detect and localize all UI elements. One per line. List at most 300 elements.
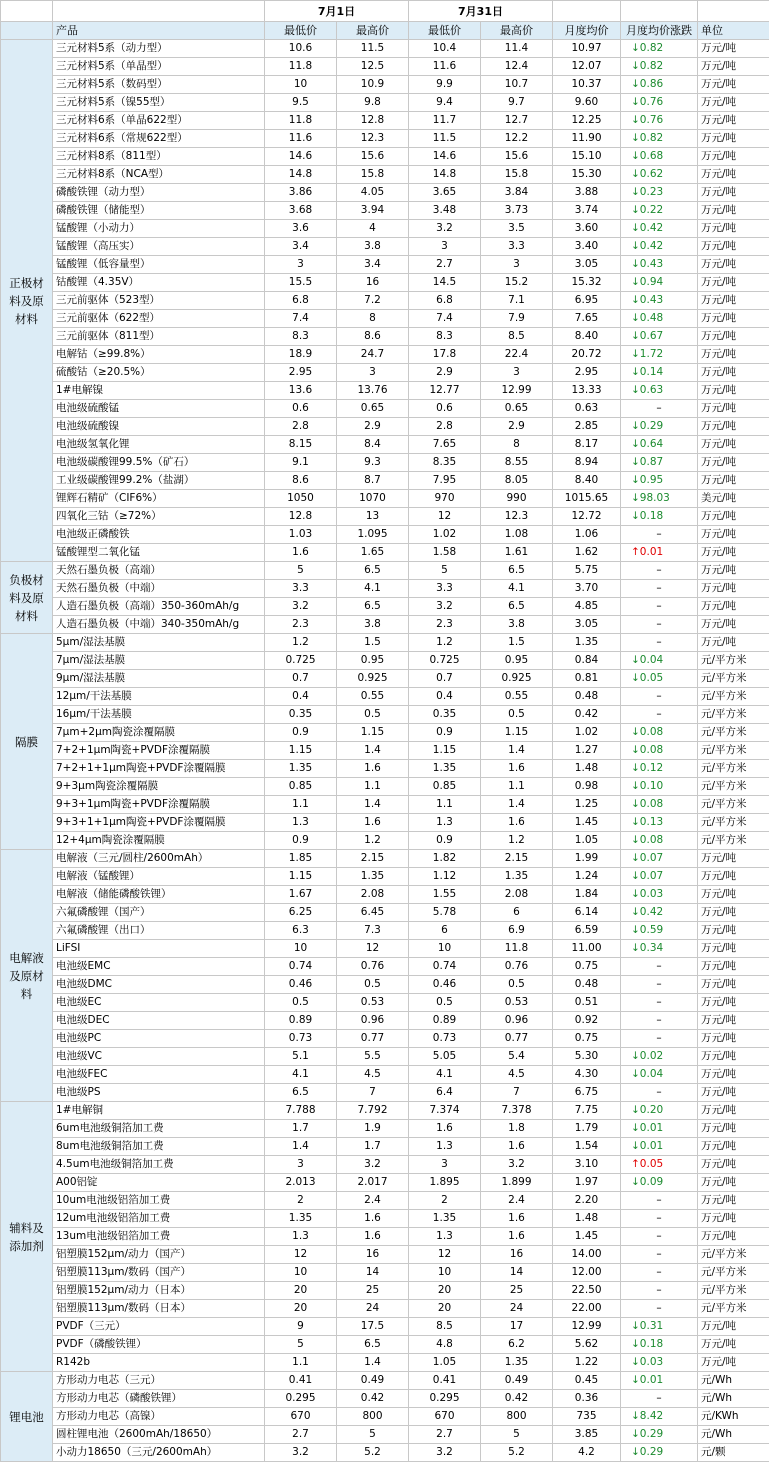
price-cell: 1.97 bbox=[553, 1174, 621, 1192]
unit-cell: 万元/吨 bbox=[698, 1012, 769, 1030]
price-cell: 8.35 bbox=[409, 454, 481, 472]
table-row bbox=[1, 202, 769, 220]
price-cell: 1.9 bbox=[337, 1120, 409, 1138]
table-row bbox=[1, 364, 769, 382]
change-cell: – bbox=[621, 400, 698, 418]
unit-cell: 万元/吨 bbox=[698, 1354, 769, 1372]
price-cell: 1.35 bbox=[409, 1210, 481, 1228]
price-cell: 2 bbox=[409, 1192, 481, 1210]
price-cell: 1.45 bbox=[553, 814, 621, 832]
price-cell: 12 bbox=[409, 1246, 481, 1264]
change-cell: ↓0.43 bbox=[621, 292, 698, 310]
change-cell: ↓0.31 bbox=[621, 1318, 698, 1336]
price-cell: 6.9 bbox=[481, 922, 553, 940]
unit-cell: 元/平方米 bbox=[698, 796, 769, 814]
change-cell: ↓0.10 bbox=[621, 778, 698, 796]
table-row bbox=[1, 418, 769, 436]
price-cell: 9.60 bbox=[553, 94, 621, 112]
price-cell: 2.7 bbox=[409, 256, 481, 274]
product-name: PVDF（磷酸铁锂） bbox=[53, 1336, 265, 1354]
price-cell: 15.2 bbox=[481, 274, 553, 292]
col-avg: 月度均价 bbox=[553, 22, 621, 40]
unit-cell: 万元/吨 bbox=[698, 454, 769, 472]
price-cell: 20 bbox=[265, 1282, 337, 1300]
change-cell: ↓0.01 bbox=[621, 1120, 698, 1138]
product-name: 三元材料5系（数码型） bbox=[53, 76, 265, 94]
table-row bbox=[1, 886, 769, 904]
unit-cell: 元/颗 bbox=[698, 1444, 769, 1462]
price-cell: 1.6 bbox=[481, 1228, 553, 1246]
price-cell: 7.65 bbox=[553, 310, 621, 328]
price-cell: 4.2 bbox=[553, 1444, 621, 1462]
price-cell: 3 bbox=[481, 256, 553, 274]
unit-cell: 元/平方米 bbox=[698, 778, 769, 796]
table-row bbox=[1, 184, 769, 202]
price-cell: 1.6 bbox=[337, 1210, 409, 1228]
price-cell: 11.8 bbox=[481, 940, 553, 958]
price-cell: 1.899 bbox=[481, 1174, 553, 1192]
price-cell: 1.03 bbox=[265, 526, 337, 544]
change-cell: ↓0.63 bbox=[621, 382, 698, 400]
price-cell: 0.7 bbox=[265, 670, 337, 688]
col-max-2: 最高价 bbox=[481, 22, 553, 40]
category-label: 正极材 料及原 材料 bbox=[1, 40, 53, 562]
price-cell: 1.62 bbox=[553, 544, 621, 562]
price-cell: 1.54 bbox=[553, 1138, 621, 1156]
date-right: 7月31日 bbox=[409, 1, 553, 22]
product-name: 电池级FEC bbox=[53, 1066, 265, 1084]
table-row bbox=[1, 1390, 769, 1408]
change-cell: ↓0.03 bbox=[621, 886, 698, 904]
price-cell: 1.095 bbox=[337, 526, 409, 544]
change-cell: ↓0.13 bbox=[621, 814, 698, 832]
product-name: 12μm/干法基膜 bbox=[53, 688, 265, 706]
price-cell: 6.14 bbox=[553, 904, 621, 922]
price-cell: 3.2 bbox=[409, 598, 481, 616]
price-cell: 14.6 bbox=[409, 148, 481, 166]
product-name: 铝塑膜113μm/数码（国产） bbox=[53, 1264, 265, 1282]
product-name: 四氧化三钴（≥72%） bbox=[53, 508, 265, 526]
price-cell: 3.6 bbox=[265, 220, 337, 238]
change-cell: ↓0.08 bbox=[621, 742, 698, 760]
unit-cell: 万元/吨 bbox=[698, 1318, 769, 1336]
unit-cell: 元/平方米 bbox=[698, 742, 769, 760]
price-cell: 13 bbox=[337, 508, 409, 526]
price-cell: 1.4 bbox=[337, 1354, 409, 1372]
change-cell: – bbox=[621, 1246, 698, 1264]
table-row bbox=[1, 1048, 769, 1066]
change-cell: – bbox=[621, 976, 698, 994]
date-left: 7月1日 bbox=[265, 1, 409, 22]
price-cell: 1.1 bbox=[481, 778, 553, 796]
table-row bbox=[1, 346, 769, 364]
table-row bbox=[1, 1336, 769, 1354]
price-cell: 0.42 bbox=[553, 706, 621, 724]
price-cell: 1.6 bbox=[481, 1138, 553, 1156]
product-name: 电池级正磷酸铁 bbox=[53, 526, 265, 544]
price-cell: 3.2 bbox=[481, 1156, 553, 1174]
price-cell: 0.76 bbox=[481, 958, 553, 976]
price-cell: 5 bbox=[337, 1426, 409, 1444]
price-cell: 2.013 bbox=[265, 1174, 337, 1192]
change-cell: – bbox=[621, 1030, 698, 1048]
price-cell: 6 bbox=[481, 904, 553, 922]
price-cell: 6.95 bbox=[553, 292, 621, 310]
price-cell: 0.48 bbox=[553, 976, 621, 994]
price-cell: 2.20 bbox=[553, 1192, 621, 1210]
price-cell: 1.85 bbox=[265, 850, 337, 868]
change-cell: ↓0.82 bbox=[621, 58, 698, 76]
table-row bbox=[1, 112, 769, 130]
price-cell: 4.1 bbox=[265, 1066, 337, 1084]
price-cell: 0.9 bbox=[265, 832, 337, 850]
change-cell: ↓0.05 bbox=[621, 670, 698, 688]
price-cell: 1.6 bbox=[481, 760, 553, 778]
unit-cell: 元/平方米 bbox=[698, 1282, 769, 1300]
change-cell: ↓0.76 bbox=[621, 112, 698, 130]
price-cell: 0.96 bbox=[481, 1012, 553, 1030]
change-cell: – bbox=[621, 706, 698, 724]
price-cell: 11.5 bbox=[409, 130, 481, 148]
price-cell: 11.8 bbox=[265, 112, 337, 130]
table-row bbox=[1, 652, 769, 670]
price-cell: 11.90 bbox=[553, 130, 621, 148]
price-cell: 0.295 bbox=[409, 1390, 481, 1408]
price-cell: 5.62 bbox=[553, 1336, 621, 1354]
product-name: PVDF（三元） bbox=[53, 1318, 265, 1336]
price-cell: 0.73 bbox=[265, 1030, 337, 1048]
price-cell: 12.7 bbox=[481, 112, 553, 130]
price-cell: 3 bbox=[409, 1156, 481, 1174]
table-row bbox=[1, 1282, 769, 1300]
price-cell: 7.2 bbox=[337, 292, 409, 310]
price-cell: 2.15 bbox=[337, 850, 409, 868]
price-cell: 3.68 bbox=[265, 202, 337, 220]
unit-cell: 元/Wh bbox=[698, 1372, 769, 1390]
change-cell: ↓0.87 bbox=[621, 454, 698, 472]
price-cell: 800 bbox=[481, 1408, 553, 1426]
price-cell: 4.1 bbox=[409, 1066, 481, 1084]
price-cell: 970 bbox=[409, 490, 481, 508]
price-cell: 1.6 bbox=[337, 760, 409, 778]
unit-cell: 万元/吨 bbox=[698, 1228, 769, 1246]
price-cell: 12.5 bbox=[337, 58, 409, 76]
table-row bbox=[1, 742, 769, 760]
product-name: 4.5um电池级铜箔加工费 bbox=[53, 1156, 265, 1174]
price-cell: 1.3 bbox=[409, 1228, 481, 1246]
price-cell: 1070 bbox=[337, 490, 409, 508]
price-cell: 0.95 bbox=[337, 652, 409, 670]
change-cell: ↓0.86 bbox=[621, 76, 698, 94]
unit-cell: 万元/吨 bbox=[698, 544, 769, 562]
price-cell: 25 bbox=[481, 1282, 553, 1300]
price-cell: 4 bbox=[337, 220, 409, 238]
price-cell: 3.84 bbox=[481, 184, 553, 202]
price-cell: 2.08 bbox=[337, 886, 409, 904]
price-cell: 2.7 bbox=[409, 1426, 481, 1444]
price-cell: 10 bbox=[265, 1264, 337, 1282]
price-cell: 6.4 bbox=[409, 1084, 481, 1102]
change-cell: ↓0.82 bbox=[621, 40, 698, 58]
product-name: 三元前驱体（523型） bbox=[53, 292, 265, 310]
table-row bbox=[1, 454, 769, 472]
change-cell: ↓0.43 bbox=[621, 256, 698, 274]
price-cell: 1.4 bbox=[481, 742, 553, 760]
price-cell: 4.1 bbox=[337, 580, 409, 598]
price-cell: 9.7 bbox=[481, 94, 553, 112]
price-cell: 1.8 bbox=[481, 1120, 553, 1138]
price-cell: 12.4 bbox=[481, 58, 553, 76]
price-cell: 1.15 bbox=[481, 724, 553, 742]
change-cell: – bbox=[621, 1210, 698, 1228]
product-name: 天然石墨负极（高端） bbox=[53, 562, 265, 580]
price-cell: 11.8 bbox=[265, 58, 337, 76]
price-cell: 1.6 bbox=[481, 1210, 553, 1228]
price-cell: 3.4 bbox=[265, 238, 337, 256]
product-name: 1#电解镍 bbox=[53, 382, 265, 400]
table-row bbox=[1, 1120, 769, 1138]
table-row bbox=[1, 850, 769, 868]
price-cell: 1.15 bbox=[265, 868, 337, 886]
price-cell: 1.35 bbox=[265, 1210, 337, 1228]
price-cell: 16 bbox=[337, 1246, 409, 1264]
price-cell: 0.84 bbox=[553, 652, 621, 670]
price-cell: 3 bbox=[481, 364, 553, 382]
price-cell: 5.1 bbox=[265, 1048, 337, 1066]
price-cell: 7.9 bbox=[481, 310, 553, 328]
product-name: 三元材料8系（NCA型） bbox=[53, 166, 265, 184]
price-cell: 1.24 bbox=[553, 868, 621, 886]
change-cell: ↓0.09 bbox=[621, 1174, 698, 1192]
unit-cell: 元/平方米 bbox=[698, 1246, 769, 1264]
change-cell: ↓0.02 bbox=[621, 1048, 698, 1066]
price-cell: 4.5 bbox=[337, 1066, 409, 1084]
price-cell: 1.2 bbox=[337, 832, 409, 850]
price-cell: 8.40 bbox=[553, 472, 621, 490]
price-cell: 5.2 bbox=[337, 1444, 409, 1462]
unit-cell: 万元/吨 bbox=[698, 598, 769, 616]
price-cell: 1.35 bbox=[481, 1354, 553, 1372]
category-label: 电解液 及原材 料 bbox=[1, 850, 53, 1102]
price-cell: 1.35 bbox=[409, 760, 481, 778]
table-row bbox=[1, 670, 769, 688]
price-cell: 4.5 bbox=[481, 1066, 553, 1084]
price-cell: 10.4 bbox=[409, 40, 481, 58]
price-cell: 3.05 bbox=[553, 256, 621, 274]
unit-cell: 元/平方米 bbox=[698, 652, 769, 670]
product-name: 方形动力电芯（磷酸铁锂） bbox=[53, 1390, 265, 1408]
change-cell: – bbox=[621, 634, 698, 652]
change-cell: ↓0.01 bbox=[621, 1372, 698, 1390]
table-row bbox=[1, 238, 769, 256]
table-row bbox=[1, 256, 769, 274]
product-name: 电池级硫酸锰 bbox=[53, 400, 265, 418]
price-cell: 2.95 bbox=[265, 364, 337, 382]
change-cell: – bbox=[621, 598, 698, 616]
change-cell: – bbox=[621, 1012, 698, 1030]
price-cell: 1.08 bbox=[481, 526, 553, 544]
price-cell: 12.99 bbox=[481, 382, 553, 400]
price-cell: 1.6 bbox=[337, 1228, 409, 1246]
table-row bbox=[1, 778, 769, 796]
price-cell: 1.15 bbox=[337, 724, 409, 742]
price-cell: 3.40 bbox=[553, 238, 621, 256]
price-cell: 11.4 bbox=[481, 40, 553, 58]
price-cell: 0.36 bbox=[553, 1390, 621, 1408]
product-name: 六氟磷酸锂（出口） bbox=[53, 922, 265, 940]
price-cell: 5.4 bbox=[481, 1048, 553, 1066]
unit-cell: 万元/吨 bbox=[698, 850, 769, 868]
price-cell: 2.7 bbox=[265, 1426, 337, 1444]
product-name: 铝塑膜113μm/数码（日本） bbox=[53, 1300, 265, 1318]
price-cell: 10 bbox=[409, 1264, 481, 1282]
price-cell: 1.3 bbox=[265, 1228, 337, 1246]
price-cell: 1.7 bbox=[337, 1138, 409, 1156]
unit-cell: 万元/吨 bbox=[698, 58, 769, 76]
category-label: 负极材 料及原 材料 bbox=[1, 562, 53, 634]
table-row bbox=[1, 508, 769, 526]
price-cell: 0.65 bbox=[481, 400, 553, 418]
product-name: 三元材料8系（811型） bbox=[53, 148, 265, 166]
price-cell: 0.63 bbox=[553, 400, 621, 418]
price-cell: 0.96 bbox=[337, 1012, 409, 1030]
price-cell: 3.74 bbox=[553, 202, 621, 220]
table-row bbox=[1, 1444, 769, 1462]
price-cell: 1.15 bbox=[409, 742, 481, 760]
table-row bbox=[1, 400, 769, 418]
table-row bbox=[1, 328, 769, 346]
product-name: 三元材料6系（单晶622型） bbox=[53, 112, 265, 130]
table-row bbox=[1, 1318, 769, 1336]
price-cell: 0.55 bbox=[337, 688, 409, 706]
change-cell: – bbox=[621, 1300, 698, 1318]
price-cell: 11.7 bbox=[409, 112, 481, 130]
price-cell: 17.5 bbox=[337, 1318, 409, 1336]
table-row bbox=[1, 40, 769, 58]
unit-cell: 元/平方米 bbox=[698, 724, 769, 742]
product-name: 电解液（三元/圆柱/2600mAh） bbox=[53, 850, 265, 868]
product-name: 三元前驱体（811型） bbox=[53, 328, 265, 346]
price-cell: 10 bbox=[265, 940, 337, 958]
unit-cell: 万元/吨 bbox=[698, 382, 769, 400]
product-name: 磷酸铁锂（储能型） bbox=[53, 202, 265, 220]
price-cell: 12.07 bbox=[553, 58, 621, 76]
unit-cell: 万元/吨 bbox=[698, 40, 769, 58]
unit-cell: 万元/吨 bbox=[698, 292, 769, 310]
unit-cell: 万元/吨 bbox=[698, 1120, 769, 1138]
price-cell: 1.6 bbox=[409, 1120, 481, 1138]
change-cell: ↑0.01 bbox=[621, 544, 698, 562]
price-cell: 6.75 bbox=[553, 1084, 621, 1102]
unit-cell: 万元/吨 bbox=[698, 148, 769, 166]
product-name: 锂辉石精矿（CIF6%） bbox=[53, 490, 265, 508]
unit-cell: 万元/吨 bbox=[698, 634, 769, 652]
price-cell: 2.4 bbox=[337, 1192, 409, 1210]
change-cell: – bbox=[621, 1228, 698, 1246]
price-cell: 0.725 bbox=[409, 652, 481, 670]
change-cell: ↓0.08 bbox=[621, 796, 698, 814]
table-row bbox=[1, 994, 769, 1012]
product-name: 7+2+1μm陶瓷+PVDF涂覆隔膜 bbox=[53, 742, 265, 760]
change-cell: – bbox=[621, 688, 698, 706]
price-cell: 12.72 bbox=[553, 508, 621, 526]
price-cell: 1.48 bbox=[553, 760, 621, 778]
table-row bbox=[1, 832, 769, 850]
price-cell: 2.8 bbox=[265, 418, 337, 436]
product-name: 7μm+2μm陶瓷涂覆隔膜 bbox=[53, 724, 265, 742]
price-cell: 7 bbox=[481, 1084, 553, 1102]
product-name: 三元材料5系（动力型） bbox=[53, 40, 265, 58]
price-cell: 670 bbox=[265, 1408, 337, 1426]
price-cell: 7.792 bbox=[337, 1102, 409, 1120]
change-cell: ↓0.22 bbox=[621, 202, 698, 220]
product-name: 三元材料5系（单晶型） bbox=[53, 58, 265, 76]
table-row bbox=[1, 958, 769, 976]
price-cell: 3.4 bbox=[337, 256, 409, 274]
price-cell: 8 bbox=[337, 310, 409, 328]
table-row bbox=[1, 220, 769, 238]
unit-cell: 万元/吨 bbox=[698, 76, 769, 94]
change-cell: ↓0.18 bbox=[621, 1336, 698, 1354]
price-cell: 3.3 bbox=[481, 238, 553, 256]
price-cell: 20.72 bbox=[553, 346, 621, 364]
product-name: 方形动力电芯（三元） bbox=[53, 1372, 265, 1390]
price-cell: 1.2 bbox=[409, 634, 481, 652]
product-name: 电池级硫酸镍 bbox=[53, 418, 265, 436]
price-cell: 18.9 bbox=[265, 346, 337, 364]
price-cell: 0.74 bbox=[265, 958, 337, 976]
change-cell: – bbox=[621, 958, 698, 976]
product-name: 工业级碳酸锂99.2%（盐湖） bbox=[53, 472, 265, 490]
price-cell: 12 bbox=[337, 940, 409, 958]
change-cell: ↓0.68 bbox=[621, 148, 698, 166]
price-cell: 6.8 bbox=[409, 292, 481, 310]
price-cell: 1.2 bbox=[481, 832, 553, 850]
unit-cell: 美元/吨 bbox=[698, 490, 769, 508]
price-cell: 0.725 bbox=[265, 652, 337, 670]
price-cell: 12.25 bbox=[553, 112, 621, 130]
change-cell: ↓0.29 bbox=[621, 418, 698, 436]
price-cell: 0.55 bbox=[481, 688, 553, 706]
unit-cell: 万元/吨 bbox=[698, 256, 769, 274]
price-cell: 2.15 bbox=[481, 850, 553, 868]
price-cell: 4.1 bbox=[481, 580, 553, 598]
product-name: 13um电池级铝箔加工费 bbox=[53, 1228, 265, 1246]
price-cell: 2.9 bbox=[409, 364, 481, 382]
product-name: 电解液（储能磷酸铁锂） bbox=[53, 886, 265, 904]
unit-cell: 万元/吨 bbox=[698, 922, 769, 940]
price-cell: 14.8 bbox=[409, 166, 481, 184]
price-cell: 0.73 bbox=[409, 1030, 481, 1048]
table-row bbox=[1, 760, 769, 778]
unit-cell: 万元/吨 bbox=[698, 562, 769, 580]
price-cell: 24.7 bbox=[337, 346, 409, 364]
price-cell: 9.8 bbox=[337, 94, 409, 112]
price-cell: 2.08 bbox=[481, 886, 553, 904]
table-row bbox=[1, 1210, 769, 1228]
col-min-2: 最低价 bbox=[409, 22, 481, 40]
product-name: 圆柱锂电池（2600mAh/18650） bbox=[53, 1426, 265, 1444]
price-cell: 1.35 bbox=[265, 760, 337, 778]
price-cell: 3.3 bbox=[265, 580, 337, 598]
price-cell: 1.79 bbox=[553, 1120, 621, 1138]
change-cell: – bbox=[621, 994, 698, 1012]
price-cell: 12 bbox=[409, 508, 481, 526]
price-cell: 1.12 bbox=[409, 868, 481, 886]
price-cell: 5.78 bbox=[409, 904, 481, 922]
price-cell: 1.55 bbox=[409, 886, 481, 904]
unit-cell: 万元/吨 bbox=[698, 940, 769, 958]
